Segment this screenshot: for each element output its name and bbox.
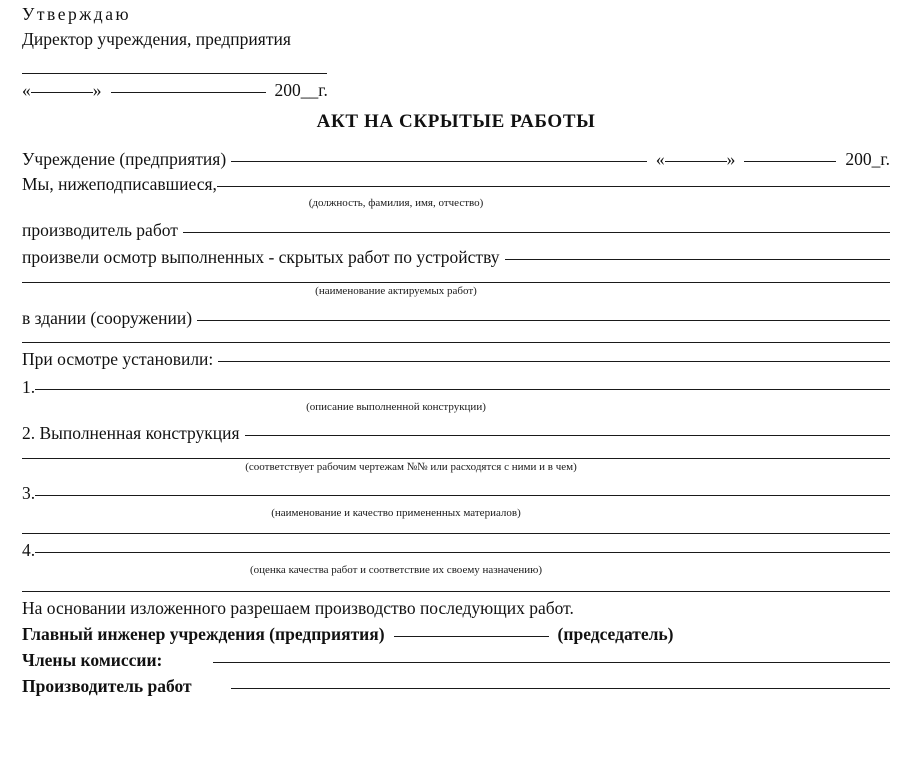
approval-role: Директор учреждения, предприятия	[22, 28, 291, 49]
chief-engineer-row	[22, 624, 890, 645]
item2-continuation-line	[22, 458, 890, 459]
institution-quote-close: »	[726, 148, 736, 169]
item1-row	[22, 377, 890, 399]
chairman-label: (председатель)	[557, 624, 674, 645]
item2-input-line	[245, 435, 890, 436]
inspection-input-line	[505, 259, 891, 260]
approval-month-line	[111, 92, 266, 93]
page-bottom-edge	[0, 756, 912, 764]
institution-year-label: 200_г.	[845, 148, 890, 169]
found-row	[22, 349, 890, 371]
works-producer-sign-line	[231, 688, 890, 689]
building-continuation-line	[22, 342, 890, 343]
item3-continuation-line	[22, 533, 890, 534]
item1-input-line	[35, 389, 890, 390]
institution-month-line	[744, 161, 836, 162]
approval-year-label: 200__г.	[274, 79, 328, 100]
works-producer-row	[22, 220, 890, 242]
item2-label: 2. Выполненная конструкция	[22, 423, 240, 444]
works-producer-sign-label: Производитель работ	[22, 676, 192, 697]
document-body	[22, 0, 890, 697]
works-producer-label: производитель работ	[22, 219, 178, 240]
institution-day-line	[665, 161, 727, 162]
found-label: При осмотре установили:	[22, 349, 214, 370]
item3-row	[22, 483, 890, 505]
approval-day-line	[31, 92, 93, 93]
item4-label: 4.	[22, 540, 36, 561]
approval-block	[22, 0, 890, 102]
chief-engineer-line	[394, 636, 549, 637]
institution-label: Учреждение (предприятия)	[22, 148, 227, 169]
commission-members-row	[22, 650, 890, 671]
institution-quote-open: «	[655, 148, 665, 169]
building-label: в здании (сооружении)	[22, 307, 193, 328]
undersigned-input-line	[217, 186, 890, 187]
caption-item3: (наименование и качество примененных материалов)	[271, 507, 521, 520]
item2-row	[22, 423, 890, 445]
caption-item1: (описание выполненной конструкции)	[306, 401, 486, 414]
institution-input-line	[231, 161, 647, 162]
commission-members-label: Члены комиссии:	[22, 650, 163, 671]
building-input-line	[197, 320, 890, 321]
item1-label: 1.	[22, 377, 36, 398]
item3-input-line	[35, 495, 890, 496]
commission-members-line	[213, 662, 890, 663]
caption-item2: (соответствует рабочим чертежам №№ или расходятся с ними и в чем)	[245, 461, 577, 474]
building-row	[22, 308, 890, 330]
approval-word: Утверждаю	[22, 4, 132, 24]
item4-row	[22, 540, 890, 562]
item4-continuation-line	[22, 591, 890, 592]
approval-date-row	[22, 80, 890, 102]
approval-signature-line	[22, 73, 327, 74]
undersigned-row	[22, 174, 890, 196]
caption-position: (должность, фамилия, имя, отчество)	[308, 197, 484, 210]
undersigned-label: Мы, нижеподписавшиеся,	[22, 173, 217, 194]
chief-engineer-label: Главный инженер учреждения (предприятия)	[22, 624, 385, 645]
conclusion-text: На основании изложенного разрешаем производство последующих работ.	[22, 597, 574, 618]
item4-input-line	[35, 552, 890, 553]
institution-row	[22, 149, 890, 171]
caption-item4: (оценка качества работ и соответствие их своему назначению)	[249, 564, 543, 577]
works-producer-sign-row	[22, 676, 890, 697]
document-title: АКТ НА СКРЫТЫЕ РАБОТЫ	[316, 110, 596, 132]
inspection-row	[22, 247, 890, 269]
approval-quote-close: »	[92, 79, 102, 100]
caption-works-name: (наименование актируемых работ)	[315, 285, 477, 298]
item3-label: 3.	[22, 483, 36, 504]
inspection-continuation-line	[22, 282, 890, 283]
approval-quote-open: «	[22, 79, 31, 100]
inspection-label: произвели осмотр выполненных - скрытых работ по устройству	[22, 247, 500, 268]
found-input-line	[218, 361, 890, 362]
works-producer-input-line	[183, 232, 890, 233]
